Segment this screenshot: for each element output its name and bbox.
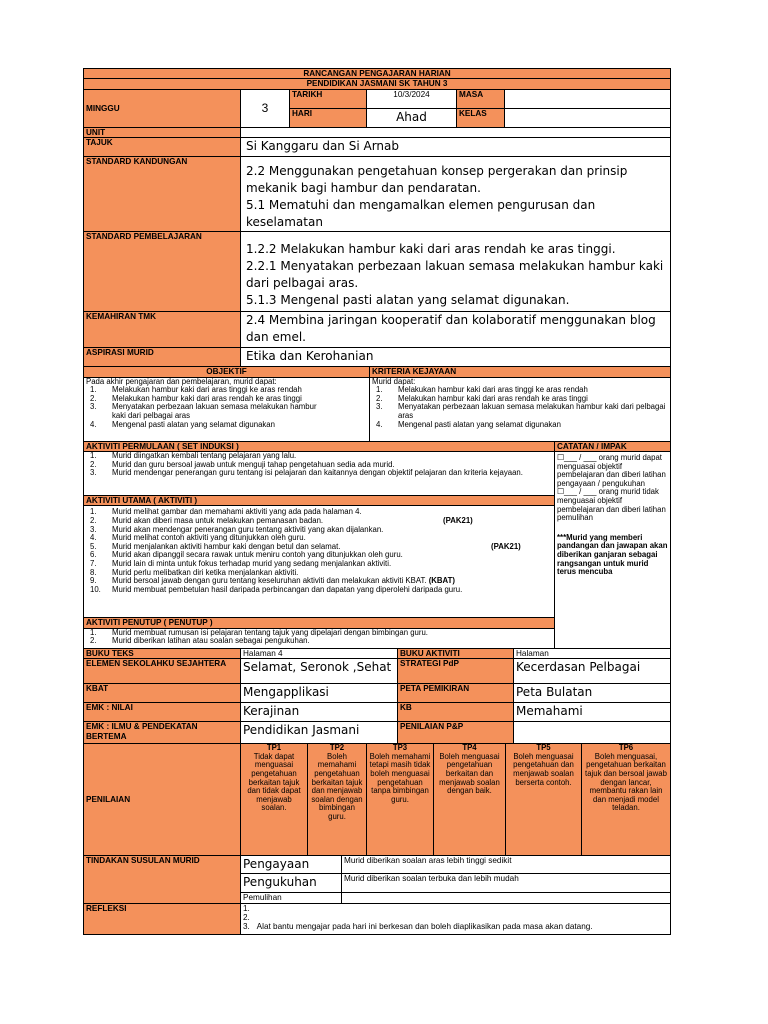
tajuk-label: TAJUK bbox=[84, 138, 241, 157]
kbat-tag: (KBAT) bbox=[428, 576, 455, 586]
kriteria-label: KRITERIA KEJAYAAN bbox=[370, 367, 671, 377]
standard-pembelajaran-value[interactable] bbox=[241, 232, 671, 312]
list-item: 7. Murid lain di minta untuk fokus terhadap murid yang sedang menjalankan aktiviti. bbox=[90, 559, 392, 568]
utama-label: AKTIVITI UTAMA ( AKTIVITI ) bbox=[84, 496, 555, 506]
masa-value[interactable] bbox=[505, 89, 671, 108]
minggu-label: MINGGU bbox=[84, 89, 241, 127]
refleksi-content[interactable] bbox=[241, 903, 671, 934]
kbat-value[interactable]: Mengapplikasi bbox=[241, 684, 398, 703]
standard-kandungan-label: STANDARD KANDUNGAN bbox=[84, 157, 241, 232]
standards-table bbox=[83, 127, 671, 367]
list-item: 2. Melakukan hambur kaki dari aras rendah ke aras tinggi bbox=[90, 393, 302, 403]
buku-aktiviti-label: BUKU AKTIVITI bbox=[398, 648, 514, 658]
kb-label: KB bbox=[398, 703, 514, 722]
buku-aktiviti-value[interactable]: Halaman bbox=[514, 648, 671, 658]
catatan-menguasai: ☐___ / ___ orang murid dapat menguasai objektif pembelajaran dan diberi latihan pengayaan / pengukuhan bbox=[557, 453, 666, 488]
tarikh-value[interactable]: 10/3/2024 bbox=[367, 89, 457, 108]
standard-kandungan-line: 2.2 Menggunakan pengetahuan konsep pergerakan dan prinsip mekanik bagi hambur dan pendaratan. bbox=[246, 164, 628, 196]
list-item: 2. Murid diberikan latihan atau soalan sebagai pengukuhan. bbox=[90, 636, 310, 646]
pemulihan-label: Pemulihan bbox=[241, 893, 342, 903]
catatan-content bbox=[555, 452, 671, 649]
list-item: 4. Murid melihat contoh aktiviti yang ditunjukkan oleh guru. bbox=[90, 533, 306, 543]
penilaian-table bbox=[83, 743, 671, 856]
penutup-content bbox=[84, 628, 671, 648]
nilai-label: EMK : NILAI bbox=[84, 703, 241, 722]
permulaan-label: AKTIVITI PERMULAAN ( SET INDUKSI ) bbox=[84, 441, 555, 451]
list-item: 3. Menyatakan perbezaan lakuan semasa melakukan hambur kaki dari pelbagai aras bbox=[376, 402, 666, 420]
list-item: 3. Murid akan mendengar penerangan guru tentang aktiviti yang akan dijalankan. bbox=[90, 524, 384, 534]
tp-cell bbox=[367, 744, 434, 856]
tindakan-refleksi-table bbox=[83, 855, 671, 934]
pengukuhan-note[interactable]: Murid diberikan soalan terbuka dan lebih mudah bbox=[342, 874, 671, 893]
tp-desc: Boleh memahami pengetahuan berkaitan tajuk dan menjawab soalan dengan bimbingan guru. bbox=[311, 751, 363, 821]
permulaan-list bbox=[86, 452, 552, 478]
esk-value[interactable]: Selamat, Seronok ,Sehat bbox=[241, 659, 398, 684]
kemahiran-tmk-label: KEMAHIRAN TMK bbox=[84, 312, 241, 348]
refleksi-label: REFLEKSI bbox=[84, 903, 241, 934]
tp-desc: Boleh menguasai pengetahuan dan menjawab soalan berserta contoh. bbox=[513, 751, 574, 787]
ilmu-value[interactable]: Pendidikan Jasmani bbox=[241, 722, 398, 744]
lesson-plan-sheet bbox=[83, 68, 670, 932]
list-item: 8. Murid perlu melibatkan diri ketika menjalankan aktiviti. bbox=[90, 567, 299, 577]
penilaian-label: PENILAIAN bbox=[84, 744, 241, 856]
tp-desc: Boleh menguasai, pengetahuan berkaitan tajuk dan bersoal jawab dengan lancar, membantu rakan lain dan menjadi model teladan. bbox=[585, 751, 667, 813]
list-item: 5. Murid menjalankan aktiviti hambur kaki dengan betul dan selamat. (PAK21) bbox=[90, 541, 521, 551]
pak21-tag: (PAK21) bbox=[491, 541, 521, 551]
tp-heading: TP3 bbox=[392, 743, 408, 753]
hari-value[interactable]: Ahad bbox=[367, 108, 457, 127]
unit-label: UNIT bbox=[84, 127, 241, 137]
standard-pembelajaran-line: 1.2.2 Melakukan hambur kaki dari aras rendah ke aras tinggi. bbox=[246, 242, 616, 257]
esk-label: ELEMEN SEKOLAHKU SEJAHTERA bbox=[84, 659, 241, 684]
list-item: 1. Melakukan hambur kaki dari aras tinggi ke aras rendah bbox=[90, 385, 302, 395]
tp-desc: Tidak dapat menguasai pengetahuan berkaitan tajuk dan tidak dapat menjawab soalan. bbox=[247, 751, 301, 813]
catatan-label: CATATAN / IMPAK bbox=[555, 441, 671, 451]
ilmu-label: EMK : ILMU & PENDEKATAN BERTEMA bbox=[84, 722, 241, 744]
permulaan-content bbox=[84, 452, 555, 496]
tp-heading: TP2 bbox=[329, 743, 345, 753]
list-item: 9. Murid bersoal jawab dengan guru tentang keseluruhan aktiviti dan melakukan aktiviti KBAT. (KBAT) bbox=[90, 576, 455, 586]
list-item: 1. Melakukan hambur kaki dari aras tinggi ke aras rendah bbox=[376, 385, 588, 395]
lesson-plan-info-table bbox=[83, 68, 671, 128]
list-item: 10. Murid membuat pembetulan hasil daripada perbincangan dan dapatan yang diperolehi daripada guru. bbox=[90, 584, 463, 594]
kriteria-intro: Murid dapat: bbox=[372, 377, 416, 386]
list-item: 3. Murid mendengar penerangan guru tentang isi pelajaran dan kaitannya dengan objektif pelajaran dan kriteria kejayaan. bbox=[90, 468, 523, 478]
catatan-tidak-menguasai: ☐___ / ___ orang murid tidak menguasai objektif pembelajaran dan diberi latihan pemulihan bbox=[557, 487, 666, 523]
kelas-label: KELAS bbox=[457, 108, 505, 127]
tp-desc: Boleh menguasai pengetahuan berkaitan dan menjawab soalan dengan baik. bbox=[439, 751, 500, 796]
buku-teks-label: BUKU TEKS bbox=[84, 648, 241, 658]
standard-pembelajaran-label: STANDARD PEMBELAJARAN bbox=[84, 232, 241, 312]
pengayaan-label: Pengayaan bbox=[241, 856, 342, 874]
penutup-list bbox=[86, 629, 668, 646]
refleksi-item: 3. Alat bantu mengajar pada hari ini berkesan dan boleh diaplikasikan pada masa akan datang. bbox=[243, 922, 593, 932]
nilai-value[interactable]: Kerajinan bbox=[241, 703, 398, 722]
pemulihan-note[interactable] bbox=[342, 893, 671, 903]
refleksi-item: 2. bbox=[243, 913, 250, 923]
objektif-label: OBJEKTIF bbox=[84, 367, 370, 377]
list-item: 1. Murid diingatkan kembali tentang pelajaran yang lalu. bbox=[90, 451, 297, 461]
masa-label: MASA bbox=[457, 89, 505, 108]
minggu-value[interactable]: 3 bbox=[241, 89, 290, 127]
buku-teks-value[interactable]: Halaman 4 bbox=[241, 648, 398, 658]
tp-heading: TP4 bbox=[462, 743, 477, 753]
tp-cell bbox=[241, 744, 308, 856]
penutup-label: AKTIVITI PENUTUP ( PENUTUP ) bbox=[84, 618, 555, 628]
objektif-intro: Pada akhir pengajaran dan pembelajaran, murid dapat: bbox=[86, 377, 277, 386]
peta-label: PETA PEMIKIRAN bbox=[398, 684, 514, 703]
aspirasi-label: ASPIRASI MURID bbox=[84, 348, 241, 367]
kriteria-content bbox=[370, 377, 671, 441]
standard-pembelajaran-line: 5.1.3 Mengenal pasti alatan yang selamat digunakan. bbox=[246, 293, 570, 308]
refleksi-item: 1. bbox=[243, 903, 250, 913]
kbat-label: KBAT bbox=[84, 684, 241, 703]
tp-heading: TP5 bbox=[536, 743, 551, 753]
tp-cell bbox=[308, 744, 367, 856]
plan-title: RANCANGAN PENGAJARAN HARIAN bbox=[84, 69, 671, 79]
resources-table bbox=[83, 648, 671, 744]
tarikh-label: TARIKH bbox=[290, 89, 367, 108]
tp-cell bbox=[434, 744, 506, 856]
kelas-value[interactable] bbox=[505, 108, 671, 127]
tajuk-value[interactable]: Si Kanggaru dan Si Arnab bbox=[241, 138, 671, 157]
aspirasi-value[interactable]: Etika dan Kerohanian bbox=[241, 348, 671, 367]
kemahiran-tmk-value[interactable]: 2.4 Membina jaringan kooperatif dan kolaboratif menggunakan blog dan emel. bbox=[241, 312, 671, 348]
tp-desc: Boleh memahami tetapi masih tidak boleh menguasai pengetahuan tanpa bimbingan guru. bbox=[369, 751, 431, 804]
plan-subtitle: PENDIDIKAN JASMANI SK TAHUN 3 bbox=[84, 79, 671, 89]
list-item: 2. Murid dan guru bersoal jawab untuk menguji tahap pengetahuan sedia ada murid. bbox=[90, 459, 395, 469]
utama-list bbox=[86, 508, 552, 594]
standard-pembelajaran-line: 2.2.1 Menyatakan perbezaan lakuan semasa melakukan hambur kaki dari pelbagai aras. bbox=[246, 259, 664, 291]
tp-heading: TP6 bbox=[618, 743, 634, 753]
pak21-tag: (PAK21) bbox=[443, 516, 473, 526]
tp-cell bbox=[506, 744, 582, 856]
utama-content bbox=[84, 506, 555, 618]
hari-label: HARI bbox=[290, 108, 367, 127]
list-item: 6. Murid akan dipanggil secara rawak untuk meniru contoh yang ditunjukkan oleh guru. bbox=[90, 550, 403, 560]
list-item: 2. Murid akan diberi masa untuk melakukan pemanasan badan. (PAK21) bbox=[90, 516, 473, 526]
list-item: 1. Murid melihat gambar dan memahami aktiviti yang ada pada halaman 4. bbox=[90, 507, 362, 517]
list-item: 2. Melakukan hambur kaki dari aras rendah ke aras tinggi bbox=[376, 393, 588, 403]
tp-heading: TP1 bbox=[266, 743, 282, 753]
kriteria-list bbox=[372, 386, 668, 429]
tindakan-label: TINDAKAN SUSULAN MURID bbox=[84, 856, 241, 903]
list-item: 4. Mengenal pasti alatan yang selamat digunakan bbox=[90, 419, 275, 429]
penilaian-pdp-value[interactable] bbox=[514, 722, 671, 744]
list-item: 1. Murid membuat rumusan isi pelajaran tentang tajuk yang dipelajari dengan bimbingan guru. bbox=[90, 628, 428, 637]
objektif-content bbox=[84, 377, 370, 441]
objektif-list bbox=[86, 386, 367, 429]
kb-value[interactable]: Memahami bbox=[514, 703, 671, 722]
penilaian-pdp-label: PENILAIAN P&P bbox=[398, 722, 514, 744]
pengayaan-note[interactable]: Murid diberikan soalan aras lebih tinggi sedikit bbox=[342, 856, 671, 874]
peta-value[interactable]: Peta Bulatan bbox=[514, 684, 671, 703]
objektif-kriteria-table bbox=[83, 366, 671, 441]
list-item: 3. Menyatakan perbezaan lakuan semasa melakukan hambur kaki dari pelbagai aras bbox=[90, 402, 317, 420]
unit-value[interactable] bbox=[241, 127, 671, 137]
strategi-value[interactable]: Kecerdasan Pelbagai bbox=[514, 659, 671, 684]
standard-kandungan-line: 5.1 Mematuhi dan mengamalkan elemen pengurusan dan keselamatan bbox=[246, 198, 596, 230]
tp-cell bbox=[582, 744, 671, 856]
standard-kandungan-value[interactable] bbox=[241, 157, 671, 232]
pengukuhan-label: Pengukuhan bbox=[241, 874, 342, 893]
strategi-label: STRATEGI PdP bbox=[398, 659, 514, 684]
list-item: 4. Mengenal pasti alatan yang selamat digunakan bbox=[376, 419, 561, 429]
catatan-ganjaran: ***Murid yang memberi pandangan dan jawapan akan diberikan ganjaran sebagai rangsangan untuk murid terus mencuba bbox=[557, 532, 668, 577]
aktiviti-table bbox=[83, 441, 671, 649]
